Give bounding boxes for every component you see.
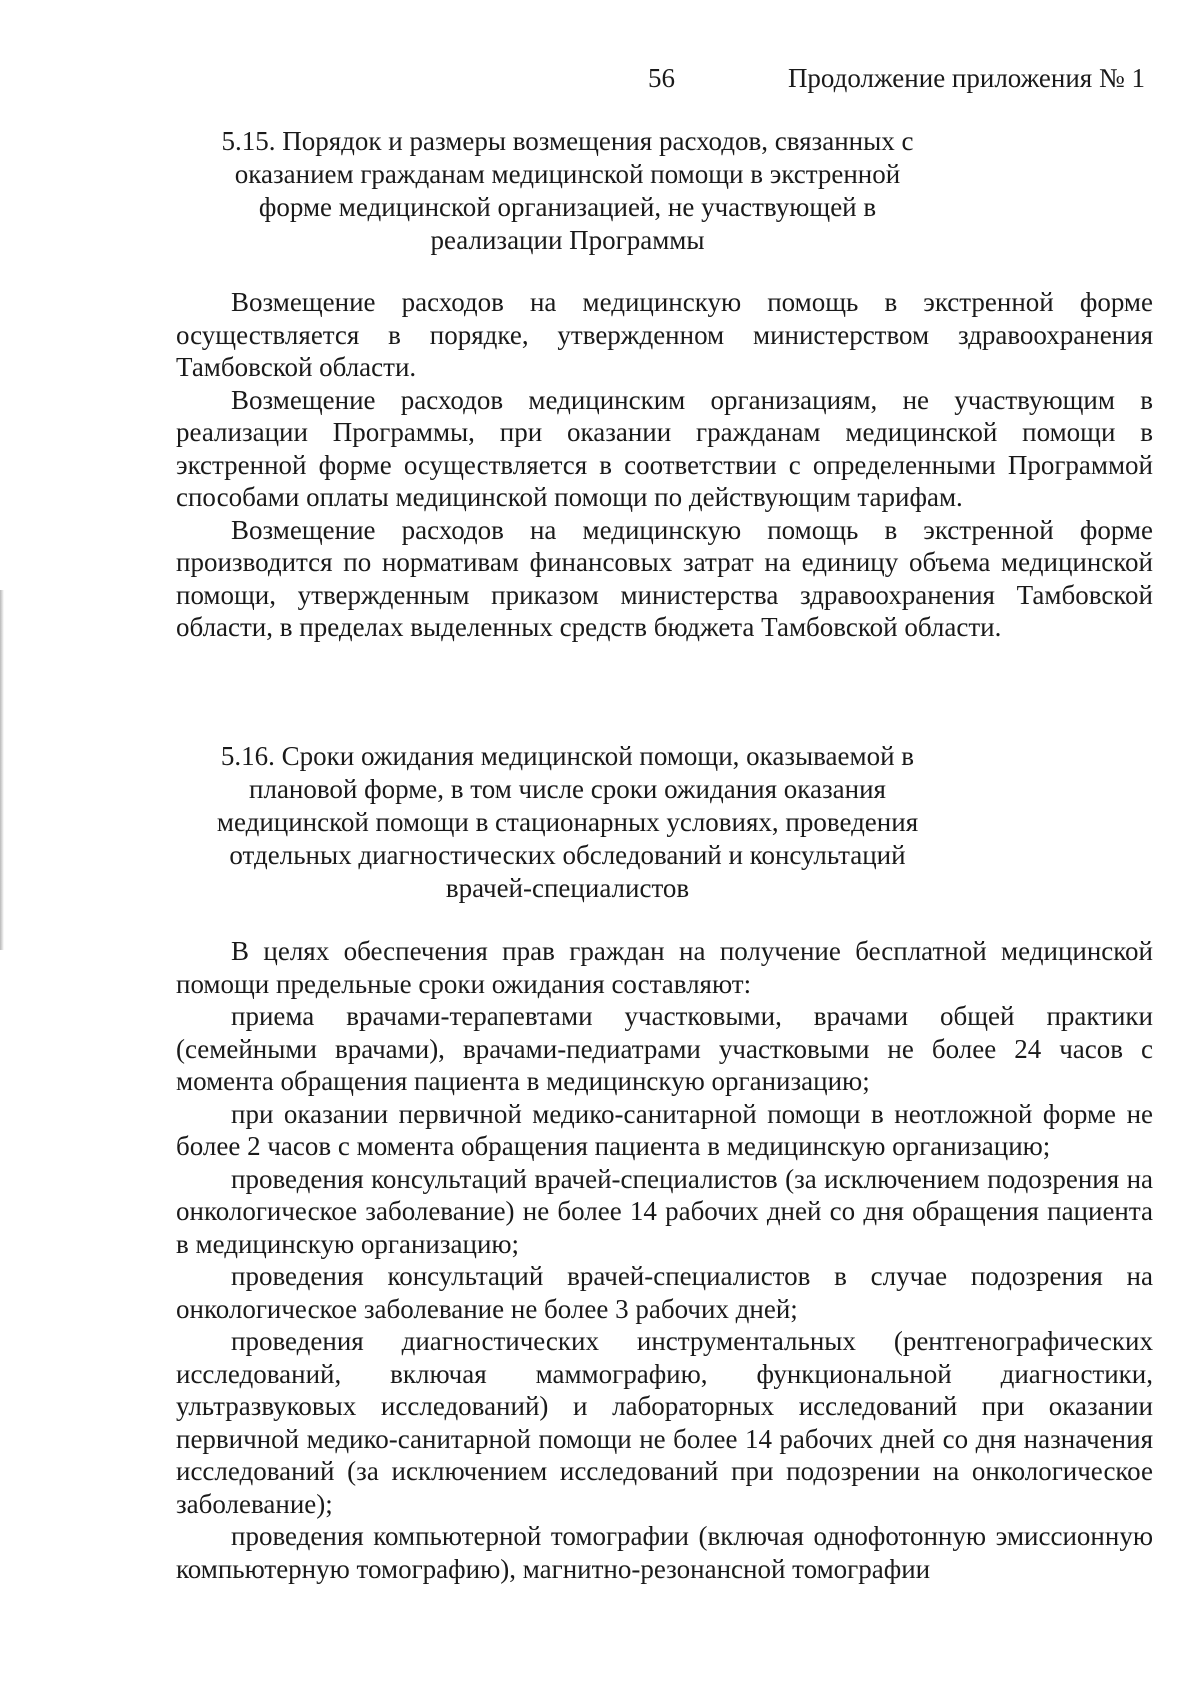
paragraph: Возмещение расходов медицинским организациям, не участвующим в реализации Программы, при оказании гражданам медицинской помощи в экстренной форме осуществляется в соответствии с определенными Программой способами оплаты медицинской помощи по действующим тарифам. (176, 384, 1153, 512)
section-body-5-16 (176, 935, 1153, 1585)
page-header (0, 58, 1200, 98)
paragraph: Возмещение расходов на медицинскую помощь в экстренной форме производится по нормативам финансовых затрат на единицу объема медицинской помощи, утвержденным приказом министерства здравоохранения Тамбовской области, в пределах выделенных средств бюджета Тамбовской области. (176, 514, 1153, 642)
section-heading-5-15: 5.15. Порядок и размеры возмещения расходов, связанных с оказанием гражданам медицинской помощи в экстренной форме медицинской организацией, не участвующей в реализации Программы (221, 126, 914, 255)
paragraph: проведения консультаций врачей-специалистов в случае подозрения на онкологическое заболевание не более 3 рабочих дней; (176, 1261, 1153, 1324)
section-heading-5-16: 5.16. Сроки ожидания медицинской помощи, оказываемой в плановой форме, в том числе сроки ожидания оказания медицинской помощи в стационарных условиях, проведения отдельных диагностических обследований и консультаций врачей-специалистов (216, 741, 919, 903)
scan-edge-shadow (0, 590, 4, 950)
paragraph: проведения компьютерной томографии (включая однофотонную эмиссионную компьютерную томографию), магнитно-резонансной томографии (176, 1521, 1153, 1584)
paragraph: при оказании первичной медико-санитарной помощи в неотложной форме не более 2 часов с момента обращения пациента в медицинскую организацию; (176, 1098, 1153, 1161)
paragraph: приема врачами-терапевтами участковыми, врачами общей практики (семейными врачами), врачами-педиатрами участковыми не более 24 часов с момента обращения пациента в медицинскую организацию; (176, 1001, 1153, 1096)
paragraph: Возмещение расходов на медицинскую помощь в экстренной форме осуществляется в порядке, утвержденном министерством здравоохранения Тамбовской области. (176, 287, 1153, 382)
page-number: 56 (648, 63, 675, 93)
paragraph: проведения диагностических инструментальных (рентгенографических исследований, включая маммографию, функциональной диагностики, ультразвуковых исследований) и лабораторных исследований при оказании первичной медико-санитарной помощи не более 14 рабочих дней со дня назначения исследований (за исключением исследований при подозрении на онкологическое заболевание); (176, 1326, 1153, 1519)
section-body-5-15 (176, 286, 1153, 644)
appendix-continuation-label: Продолжение приложения № 1 (787, 63, 1145, 93)
paragraph: проведения консультаций врачей-специалистов (за исключением подозрения на онкологическое заболевание) не более 14 рабочих дней со дня обращения пациента в медицинскую организацию; (176, 1163, 1153, 1259)
paragraph: В целях обеспечения прав граждан на получение бесплатной медицинской помощи предельные сроки ожидания составляют: (176, 936, 1153, 999)
